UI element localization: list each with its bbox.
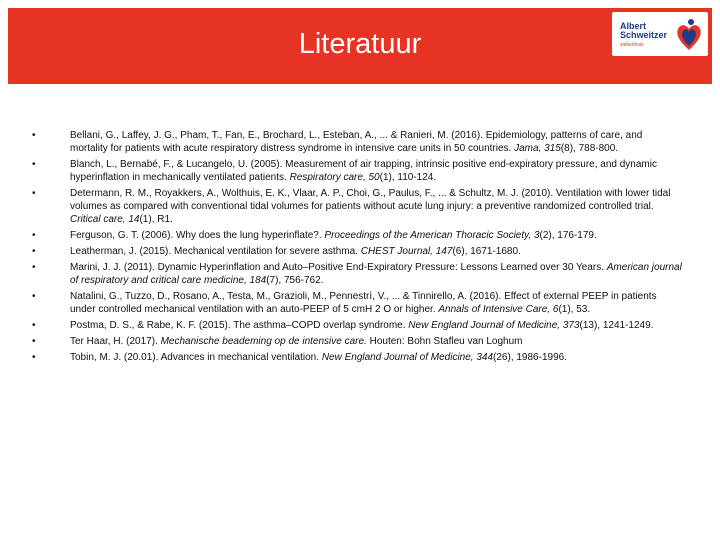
reference-pages: (1), 110-124. [379, 172, 437, 183]
reference-item [32, 158, 682, 184]
reference-text: Natalini, G., Tuzzo, D., Rosano, A., Testa, M., Grazioli, M., Pennestrì, V., ... & Tinnirello, A. (2016). Effect of external PEEP in patients under controlled mechanical ventilation with an auto-PEEP of 5 cmH 2 O or higher. [70, 291, 657, 315]
logo [612, 12, 708, 56]
reference-text: Marini, J. J. (2011). Dynamic Hyperinflation and Auto–Positive End-Expiratory Pressure: Lessons Learned over 30 Years. [70, 262, 604, 273]
page-title: Literatuur [298, 28, 422, 60]
logo-text [620, 22, 667, 40]
reference-text: Determann, R. M., Royakkers, A., Wolthuis, E. K., Vlaar, A. P., Choi, G., Paulus, F., ... & Schultz, M. J. (2010). Ventilation with lower tidal volumes as compared with conventional tidal volumes for patients without acute lung injury: a preventive randomized controlled trial. [70, 188, 671, 212]
reference-source: New England Journal of Medicine, 344 [321, 352, 494, 363]
bullet-icon: • [32, 262, 36, 273]
reference-source: Critical care, 14 [70, 214, 140, 225]
bullet-icon: • [32, 159, 36, 170]
bullet-icon: • [32, 336, 36, 347]
logo-line2: Schweitzer [620, 30, 668, 40]
reference-source: CHEST Journal, 147 [360, 246, 453, 257]
reference-item [32, 335, 682, 348]
reference-item [32, 229, 682, 242]
bullet-icon: • [32, 130, 36, 141]
logo-line1: Albert [620, 21, 647, 31]
reference-source: Jama, 315 [514, 143, 561, 154]
reference-item [32, 187, 682, 226]
reference-item [32, 261, 682, 287]
reference-pages: (2), 176-179. [539, 230, 597, 241]
bullet-icon: • [32, 246, 36, 257]
bullet-icon: • [32, 291, 36, 302]
reference-text: Leatherman, J. (2015). Mechanical ventilation for severe asthma. [70, 246, 358, 257]
reference-source: Proceedings of the American Thoracic Society, 3 [324, 230, 540, 241]
reference-source: New England Journal of Medicine, 373 [408, 320, 580, 331]
reference-item [32, 290, 682, 316]
reference-pages: (13), 1241-1249. [579, 320, 654, 331]
reference-pages: (1), R1. [139, 214, 173, 225]
reference-text: Blanch, L., Bernabé, F., & Lucangelo, U. (2005). Measurement of air trapping, intrinsic positive end-expiratory pressure, and dynamic hyperinflation in mechanically ventilated patients. [70, 159, 657, 183]
bullet-icon: • [32, 188, 36, 199]
bullet-icon: • [32, 320, 36, 331]
reference-list [32, 129, 682, 367]
reference-pages: (7), 756-762. [266, 275, 324, 286]
bullet-icon: • [32, 230, 36, 241]
reference-text: Postma, D. S., & Rabe, K. F. (2015). The asthma–COPD overlap syndrome. [70, 320, 406, 331]
reference-source: Respiratory care, 50 [289, 172, 380, 183]
reference-item [32, 319, 682, 332]
bullet-icon: • [32, 352, 36, 363]
reference-pages: Houten: Bohn Stafleu van Loghum [369, 336, 523, 347]
reference-text: Ter Haar, H. (2017). [70, 336, 158, 347]
reference-item [32, 129, 682, 155]
reference-item [32, 245, 682, 258]
reference-source: Annals of Intensive Care, 6 [438, 304, 559, 315]
reference-text: Bellani, G., Laffey, J. G., Pham, T., Fan, E., Brochard, L., Esteban, A., ... & Ranieri, M. (2016). Epidemiology, patterns of care, and mortality for patients with acute respiratory distress syndrome in intensive care units in 50 countries. [70, 130, 643, 154]
reference-item [32, 351, 682, 364]
reference-source: American journal of respiratory and critical care medicine, 184 [70, 262, 682, 286]
reference-text: Tobin, M. J. (20.01). Advances in mechanical ventilation. [70, 352, 320, 363]
reference-text: Ferguson, G. T. (2006). Why does the lung hyperinflate?. [70, 230, 322, 241]
reference-source: Mechanische beademing op de intensive care. [160, 336, 367, 347]
reference-pages: (1), 53. [558, 304, 591, 315]
reference-pages: (6), 1671-1680. [452, 246, 521, 257]
reference-pages: (8), 788-800. [560, 143, 619, 154]
logo-subtext: ziekenhuis [620, 42, 644, 48]
reference-pages: (26), 1986-1996. [493, 352, 567, 363]
heart-figure-icon [674, 16, 704, 52]
